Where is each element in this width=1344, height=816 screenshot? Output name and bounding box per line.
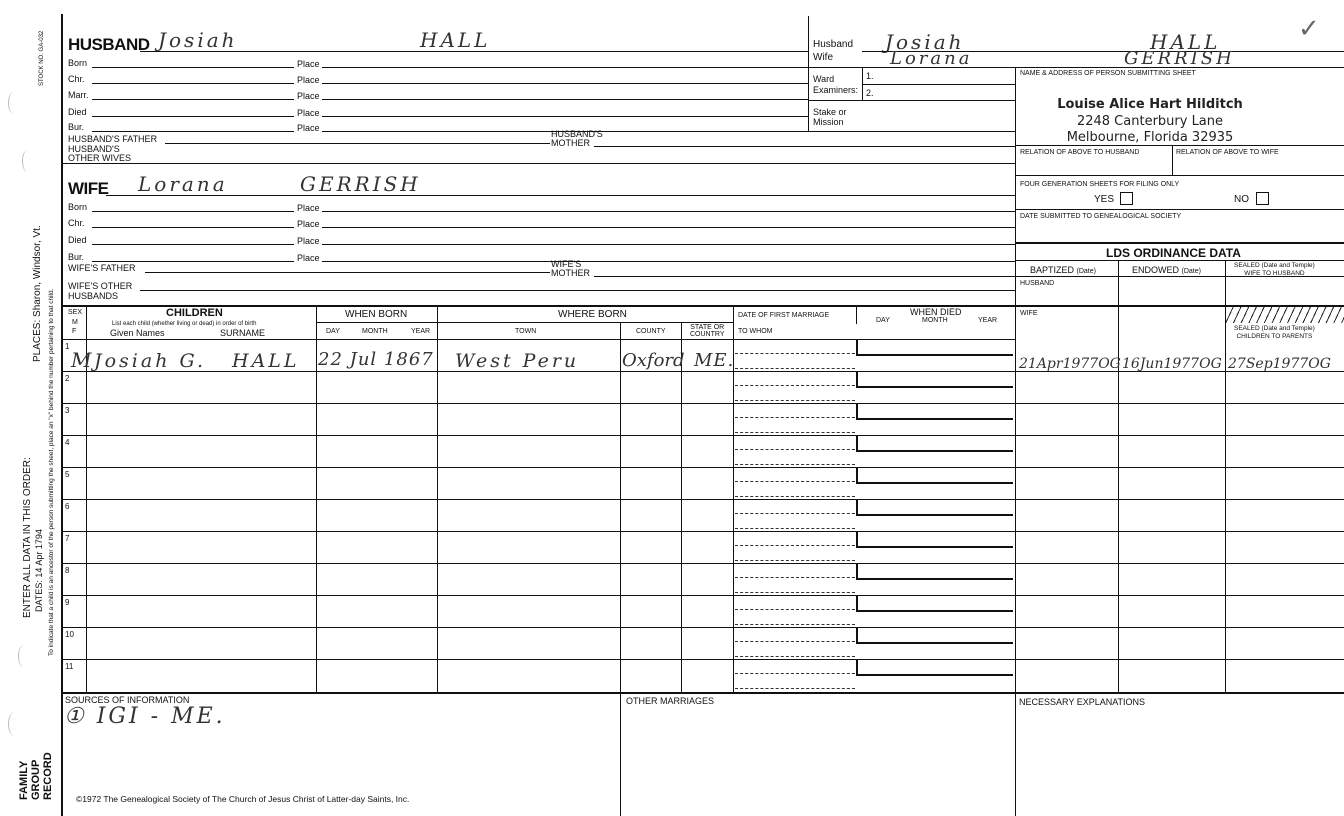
child-row-number: 8 bbox=[65, 566, 70, 575]
sex-f: F bbox=[72, 328, 77, 335]
yes-checkbox[interactable] bbox=[1120, 192, 1133, 205]
wife-bur-place-label: Place bbox=[297, 253, 320, 263]
husband-label: HUSBAND bbox=[68, 35, 150, 54]
stake-label: Stake or bbox=[813, 107, 847, 117]
header-husband-name[interactable]: Josiah bbox=[885, 30, 965, 54]
to-whom-line bbox=[735, 432, 855, 433]
husband-given-name[interactable]: Josiah bbox=[158, 28, 238, 52]
sealed-children-parents-label bbox=[1234, 325, 1315, 341]
child1-state[interactable]: ME. bbox=[694, 350, 735, 371]
form-title-line3: RECORD bbox=[42, 752, 54, 800]
mission-label: Mission bbox=[813, 117, 844, 127]
to-whom-line bbox=[735, 592, 855, 593]
submitter-name: Louise Alice Hart Hilditch bbox=[1057, 97, 1243, 112]
submitter-label: NAME & ADDRESS OF PERSON SUBMITTING SHEET bbox=[1020, 70, 1196, 77]
baptized-text: BAPTIZED bbox=[1030, 265, 1075, 275]
to-whom-line bbox=[735, 560, 855, 561]
necessary-explanations-label: NECESSARY EXPLANATIONS bbox=[1019, 697, 1146, 707]
header-wife-surname[interactable]: GERRISH bbox=[1124, 48, 1235, 69]
child1-given[interactable]: Josiah G. bbox=[94, 350, 207, 372]
wife-label: WIFE bbox=[68, 179, 109, 198]
husband-mother-label-2: MOTHER bbox=[551, 138, 590, 148]
places-note: PLACES: Sharon, Windsor, Vt. bbox=[32, 225, 43, 362]
wife-chr-label: Chr. bbox=[68, 218, 85, 228]
child-row-number: 3 bbox=[65, 406, 70, 415]
no-checkbox[interactable] bbox=[1256, 192, 1269, 205]
husband-marr-place-label: Place bbox=[297, 91, 320, 101]
child-row-number: 2 bbox=[65, 374, 70, 383]
checkmark: ✓ bbox=[1298, 14, 1320, 44]
husband-born-label: Born bbox=[68, 58, 88, 68]
first-marriage-header: DATE OF FIRST MARRIAGE bbox=[738, 312, 830, 319]
death-date-box[interactable] bbox=[856, 436, 1013, 452]
form-title-line2: GROUP bbox=[30, 759, 42, 800]
wife-died-label: Died bbox=[68, 235, 87, 245]
to-whom-line bbox=[735, 368, 855, 369]
wife-other-husbands-1: WIFE'S OTHER bbox=[68, 281, 133, 291]
to-whom-line bbox=[735, 624, 855, 625]
born-day-header: DAY bbox=[326, 328, 340, 335]
child1-sex[interactable]: M bbox=[71, 348, 93, 372]
header-wife-label: Wife bbox=[813, 52, 833, 63]
sources-label: SOURCES OF INFORMATION bbox=[65, 695, 190, 705]
died-month-header: MONTH bbox=[922, 317, 948, 324]
child-row-number: 10 bbox=[65, 630, 74, 639]
relation-to-husband-label: RELATION OF ABOVE TO HUSBAND bbox=[1020, 149, 1140, 156]
wife-given-name[interactable]: Lorana bbox=[138, 172, 228, 196]
child-row-number: 9 bbox=[65, 598, 70, 607]
marriage-date-line bbox=[735, 641, 855, 642]
death-date-box[interactable] bbox=[856, 468, 1013, 484]
husband-other-wives-2: OTHER WIVES bbox=[68, 153, 132, 163]
to-whom-line bbox=[735, 464, 855, 465]
husband-mother-label-1: HUSBAND'S bbox=[551, 129, 603, 139]
header-husband-surname[interactable]: HALL bbox=[1150, 30, 1221, 54]
death-date-box[interactable] bbox=[856, 628, 1013, 644]
child1-sealed[interactable]: 27Sep1977OG bbox=[1228, 356, 1331, 372]
wife-mother-label-2: MOTHER bbox=[551, 268, 590, 278]
sealed-hatch bbox=[1226, 307, 1344, 323]
other-marriages-label: OTHER MARRIAGES bbox=[626, 696, 715, 706]
death-date-box[interactable] bbox=[856, 660, 1013, 676]
child-row-number: 6 bbox=[65, 502, 70, 511]
four-generation-label: FOUR GENERATION SHEETS FOR FILING ONLY bbox=[1020, 181, 1180, 188]
marriage-date-line bbox=[735, 385, 855, 386]
marriage-date-line bbox=[735, 577, 855, 578]
born-month-header: MONTH bbox=[362, 328, 388, 335]
wife-father-label: WIFE'S FATHER bbox=[68, 263, 136, 273]
death-date-box[interactable] bbox=[856, 532, 1013, 548]
copyright: ©1972 The Genealogical Society of The Church of Jesus Christ of Latter-day Saints, Inc. bbox=[76, 794, 410, 804]
dates-note: DATES: 14 Apr 1794 bbox=[34, 529, 44, 612]
sex-header: SEX bbox=[68, 309, 83, 316]
punch-hole bbox=[8, 712, 21, 736]
marriage-date-line bbox=[735, 673, 855, 674]
death-date-box[interactable] bbox=[856, 500, 1013, 516]
husband-marr-label: Marr. bbox=[68, 90, 89, 100]
death-date-box[interactable] bbox=[856, 340, 1013, 356]
when-born-header: WHEN BORN bbox=[345, 309, 408, 320]
husband-father-label: HUSBAND'S FATHER bbox=[68, 134, 158, 144]
child-row-number: 5 bbox=[65, 470, 70, 479]
marriage-date-line bbox=[735, 353, 855, 354]
child-row-number: 1 bbox=[65, 342, 70, 351]
husband-born-place-label: Place bbox=[297, 59, 320, 69]
ward-label: Ward bbox=[813, 74, 835, 84]
state-header-1: STATE OR bbox=[690, 324, 725, 331]
relation-to-wife-label: RELATION OF ABOVE TO WIFE bbox=[1176, 149, 1279, 156]
marriage-date-line bbox=[735, 609, 855, 610]
sealed-cp-2: CHILDREN TO PARENTS bbox=[1236, 333, 1313, 340]
wife-chr-place-label: Place bbox=[297, 219, 320, 229]
sources-value[interactable]: ① IGI - ME. bbox=[64, 704, 226, 729]
submitter-street: 2248 Canterbury Lane bbox=[1076, 114, 1224, 129]
punch-hole bbox=[8, 92, 19, 114]
husband-bur-label: Bur. bbox=[68, 122, 85, 132]
lds-title: LDS ORDINANCE DATA bbox=[1106, 246, 1241, 260]
child-row-number: 7 bbox=[65, 534, 70, 543]
child-ancestor-note: To indicate that a child is an ancestor of the person submitting the sheet, place an "x" behind the number pertaining to that child. bbox=[48, 288, 55, 656]
examiner-1: 1. bbox=[866, 71, 874, 81]
wife-mother-label-1: WIFE'S bbox=[551, 259, 582, 269]
child1-town[interactable]: West Peru bbox=[455, 350, 580, 372]
given-names-header: Given Names bbox=[110, 328, 165, 338]
died-year-header: YEAR bbox=[978, 317, 998, 324]
death-date-box[interactable] bbox=[856, 372, 1013, 388]
examiners-label: Examiners: bbox=[813, 85, 859, 95]
husband-bur-place-label: Place bbox=[297, 123, 320, 133]
county-header: COUNTY bbox=[636, 328, 666, 335]
town-header: TOWN bbox=[515, 328, 537, 335]
submitter-city: Melbourne, Florida 32935 bbox=[1066, 130, 1234, 145]
husband-surname[interactable]: HALL bbox=[420, 28, 491, 52]
sealed-wh-2: WIFE TO HUSBAND bbox=[1244, 270, 1305, 277]
form-title bbox=[18, 752, 54, 800]
lds-husband-row-label: HUSBAND bbox=[1020, 280, 1055, 287]
child1-endowed[interactable]: 16Jun1977OG bbox=[1122, 356, 1222, 372]
children-title: CHILDREN bbox=[166, 307, 223, 319]
yes-label: YES bbox=[1094, 194, 1115, 205]
child1-born[interactable]: 22 Jul 1867 bbox=[318, 349, 434, 370]
husband-other-wives-1: HUSBAND'S bbox=[68, 144, 120, 154]
to-whom-line bbox=[735, 400, 855, 401]
died-day-header: DAY bbox=[876, 317, 890, 324]
born-year-header: YEAR bbox=[411, 328, 431, 335]
marriage-date-line bbox=[735, 481, 855, 482]
wife-surname[interactable]: GERRISH bbox=[300, 172, 421, 196]
children-instruction: List each child (whether living or dead) in order of birth bbox=[112, 321, 257, 327]
form-title-line1: FAMILY bbox=[18, 760, 30, 800]
wife-mother-label bbox=[551, 260, 590, 278]
husband-died-label: Died bbox=[68, 107, 87, 117]
child-row-number: 11 bbox=[65, 662, 74, 671]
punch-hole bbox=[18, 645, 29, 667]
lds-wife-row-label: WIFE bbox=[1020, 310, 1038, 317]
to-whom-line bbox=[735, 688, 855, 689]
husband-other-wives-label bbox=[68, 145, 131, 163]
marriage-date-line bbox=[735, 513, 855, 514]
death-date-box[interactable] bbox=[856, 404, 1013, 420]
sex-m: M bbox=[72, 319, 78, 326]
death-date-box[interactable] bbox=[856, 596, 1013, 612]
husband-died-place-label: Place bbox=[297, 108, 320, 118]
marriage-date-line bbox=[735, 449, 855, 450]
date-submitted-label: DATE SUBMITTED TO GENEALOGICAL SOCIETY bbox=[1020, 213, 1182, 220]
to-whom-line bbox=[735, 528, 855, 529]
examiner-2: 2. bbox=[866, 88, 874, 98]
endowed-date-hint: (Date) bbox=[1181, 268, 1201, 275]
child1-baptized[interactable]: 21Apr1977OG bbox=[1019, 356, 1121, 372]
wife-born-label: Born bbox=[68, 202, 88, 212]
marriage-date-line bbox=[735, 545, 855, 546]
husband-chr-label: Chr. bbox=[68, 74, 85, 84]
header-husband-label: Husband bbox=[813, 39, 854, 50]
no-label: NO bbox=[1234, 194, 1249, 205]
baptized-date-hint: (Date) bbox=[1076, 268, 1096, 275]
child1-county[interactable]: Oxford bbox=[622, 350, 685, 371]
where-born-header: WHERE BORN bbox=[558, 309, 627, 320]
surname-header: SURNAME bbox=[220, 328, 266, 338]
wife-born-place-label: Place bbox=[297, 203, 320, 213]
wife-died-place-label: Place bbox=[297, 236, 320, 246]
sealed-cp-1: SEALED (Date and Temple) bbox=[1234, 325, 1315, 332]
wife-other-husbands-2: HUSBANDS bbox=[68, 291, 119, 301]
child1-surname[interactable]: HALL bbox=[232, 350, 300, 372]
death-date-box[interactable] bbox=[856, 564, 1013, 580]
to-whom-line bbox=[735, 496, 855, 497]
marriage-date-line bbox=[735, 417, 855, 418]
when-died-header: WHEN DIED bbox=[910, 307, 962, 317]
husband-chr-place-label: Place bbox=[297, 75, 320, 85]
state-header-2: COUNTRY bbox=[690, 331, 725, 338]
child-row-number: 4 bbox=[65, 438, 70, 447]
to-whom-header: TO WHOM bbox=[738, 328, 773, 335]
to-whom-line bbox=[735, 656, 855, 657]
wife-bur-label: Bur. bbox=[68, 252, 85, 262]
stock-number: STOCK NO. GA-032 bbox=[39, 30, 45, 86]
sealed-wh-1: SEALED (Date and Temple) bbox=[1234, 262, 1315, 269]
header-wife-name[interactable]: Lorana bbox=[890, 48, 973, 69]
wife-other-husbands-label bbox=[68, 281, 132, 301]
enter-data-note: ENTER ALL DATA IN THIS ORDER: bbox=[22, 457, 33, 618]
state-header bbox=[690, 324, 724, 338]
endowed-text: ENDOWED bbox=[1132, 265, 1179, 275]
punch-hole bbox=[22, 150, 33, 172]
